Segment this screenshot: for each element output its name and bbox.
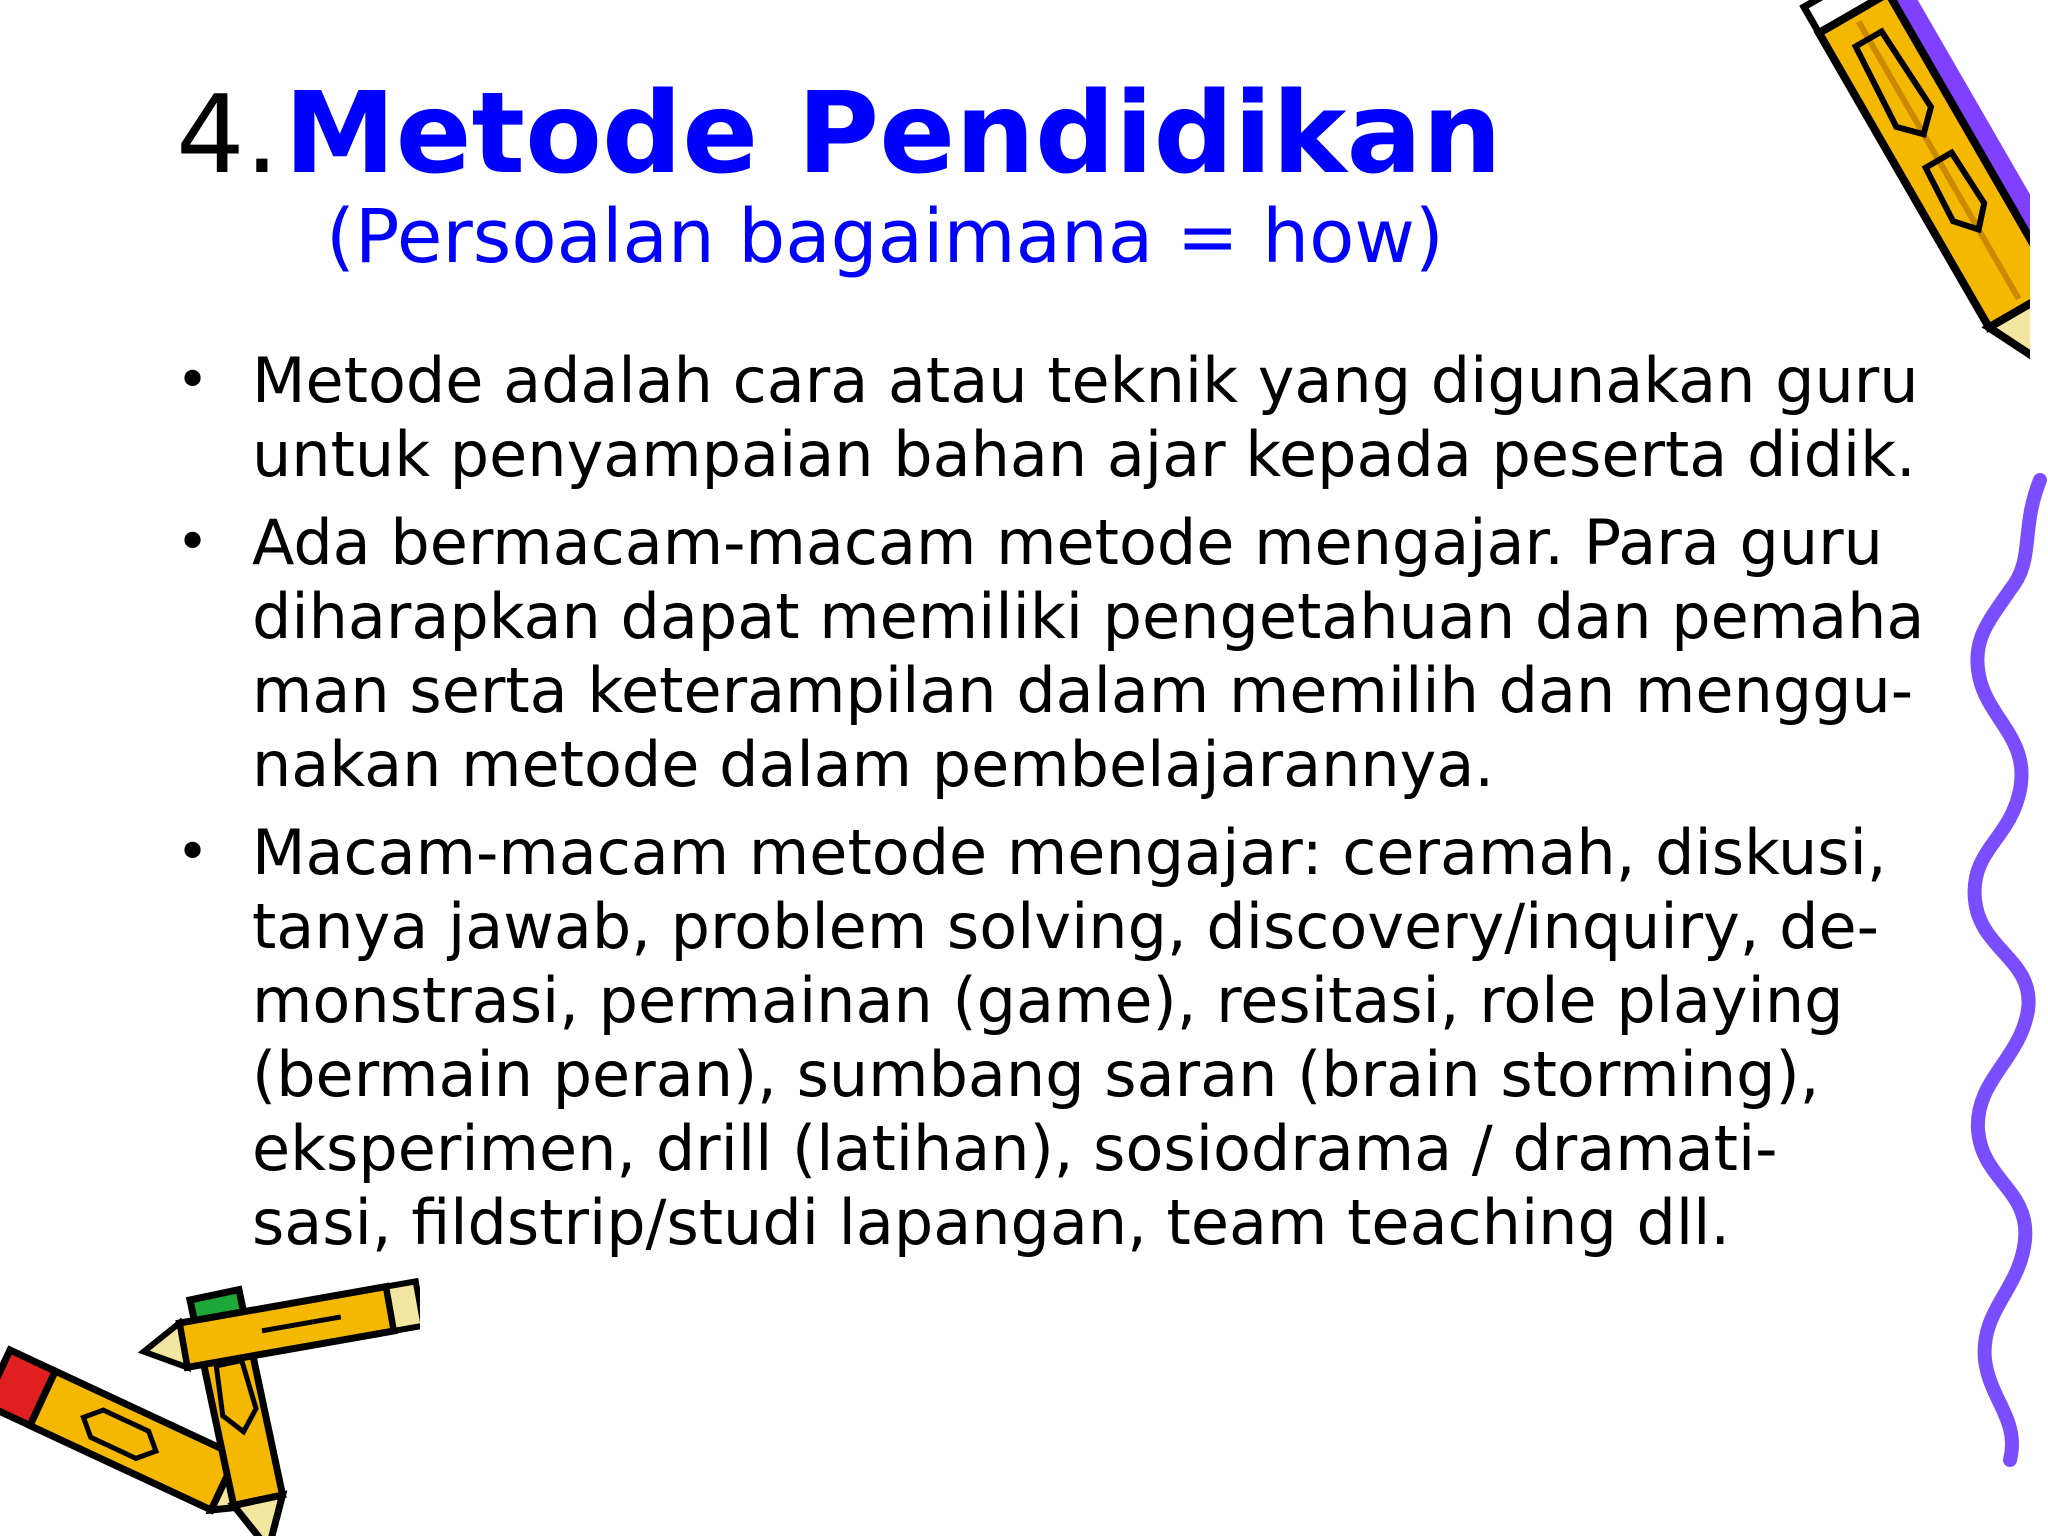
bullet-list — [176, 344, 1936, 1274]
bullet-line: Macam-macam metode mengajar: ceramah, diskusi, — [252, 816, 1887, 889]
title-number: 4. — [176, 73, 280, 198]
bullet-line: man serta keterampilan dalam memilih dan menggu- — [252, 654, 1914, 727]
bullet-line: nakan metode dalam pembelajarannya. — [252, 728, 1495, 801]
bullet-line: eksperimen, drill (latihan), sosiodrama / dramati- — [252, 1112, 1778, 1185]
bullet-line: sasi, fildstrip/studi lapangan, team teaching dll. — [252, 1186, 1731, 1259]
bullet-line: untuk penyampaian bahan ajar kepada peserta didik. — [252, 418, 1916, 491]
bullet-line: tanya jawab, problem solving, discovery/inquiry, de- — [252, 890, 1880, 963]
bullet-item — [176, 344, 1936, 492]
title-text: Metode Pendidikan — [284, 69, 1502, 199]
pencil-clipart-icon — [1730, 0, 2030, 500]
slide-subtitle: (Persoalan bagaimana = how) — [326, 194, 1444, 280]
bullet-dot: • — [176, 820, 210, 885]
crossed-pencils-clipart-icon — [0, 1230, 420, 1536]
bullet-item — [176, 816, 1936, 1260]
slide-title — [176, 69, 1502, 199]
squiggle-line-icon — [1950, 470, 2048, 1470]
bullet-dot: • — [176, 510, 210, 575]
bullet-dot: • — [176, 348, 210, 413]
bullet-line: Metode adalah cara atau teknik yang digunakan guru — [252, 344, 1919, 417]
bullet-item — [176, 506, 1936, 802]
bullet-line: Ada bermacam-macam metode mengajar. Para guru — [252, 506, 1883, 579]
bullet-line: diharapkan dapat memiliki pengetahuan dan pemaha — [252, 580, 1925, 653]
bullet-line: monstrasi, permainan (game), resitasi, role playing — [252, 964, 1844, 1037]
bullet-line: (bermain peran), sumbang saran (brain storming), — [252, 1038, 1820, 1111]
